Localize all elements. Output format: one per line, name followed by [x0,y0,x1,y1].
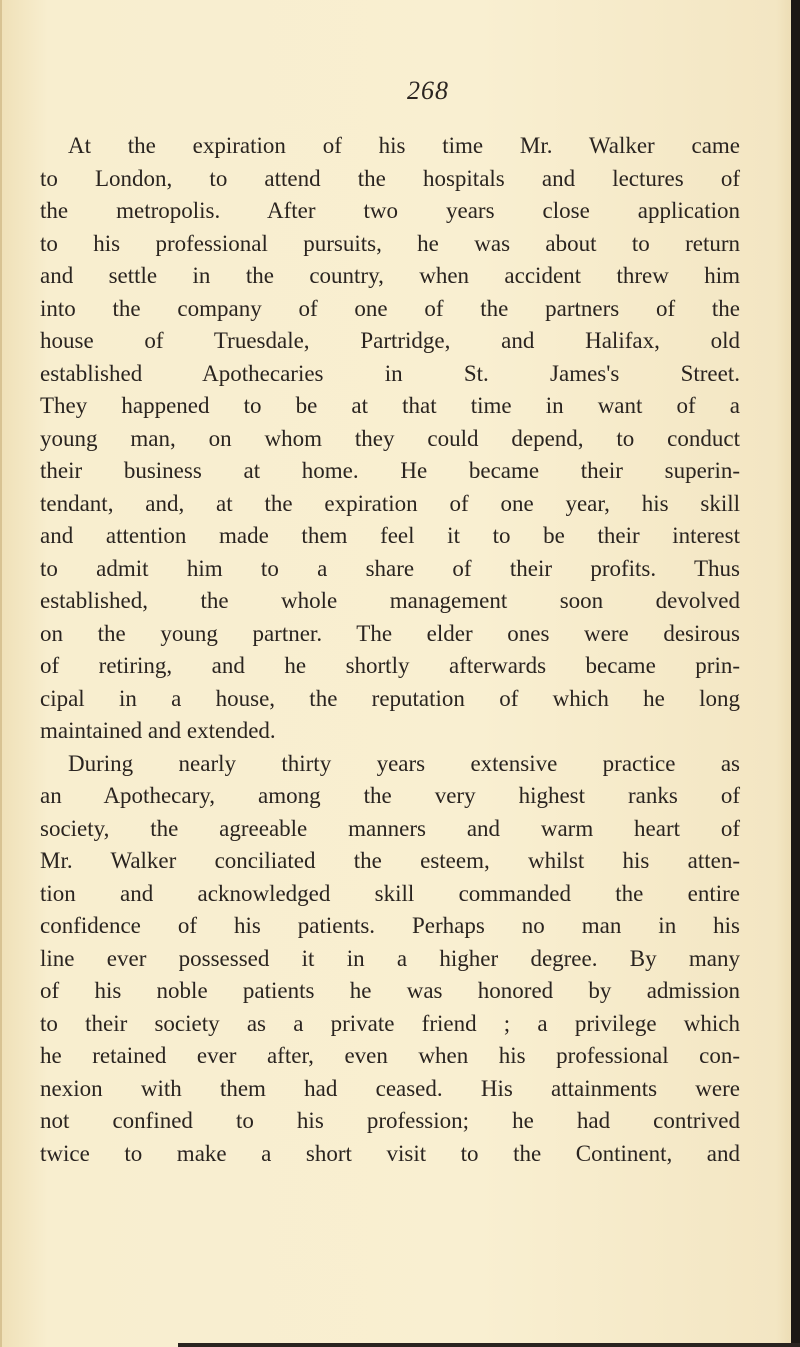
text-line: and attention made them feel it to be their interest [40,523,740,548]
text-line: not confined to his profession; he had contrived [40,1108,740,1133]
text-line: an Apothecary, among the very highest ranks of [40,783,740,808]
text-line: the metropolis. After two years close application [40,198,740,223]
text-line: Mr. Walker conciliated the esteem, whilst his atten- [40,848,740,873]
text-line: society, the agreeable manners and warm heart of [40,815,740,841]
text-line: cipal in a house, the reputation of which he long [40,685,740,711]
text-line: into the company of one of the partners of the [40,295,740,321]
text-line: established Apothecaries in St. James's Street. [40,360,740,386]
text-line: tion and acknowledged skill commanded the entire [40,880,740,906]
body-text [40,130,740,1170]
text-line: on the young partner. The elder ones were desirous [40,620,740,646]
text-line: maintained and extended. [40,718,276,743]
text-line: to his professional pursuits, he was about to return [40,230,740,256]
page-left-edge [0,0,2,1347]
text-line: They happened to be at that time in want of a [40,393,740,418]
text-line: to London, to attend the hospitals and lectures of [40,165,740,191]
text-line: confidence of his patients. Perhaps no man in his [40,913,740,938]
text-line: to admit him to a share of their profits. Thus [40,555,740,581]
text-line: During nearly thirty years extensive practice as [68,750,740,776]
text-line: of retiring, and he shortly afterwards became prin- [40,653,740,678]
text-line: and settle in the country, when accident threw him [40,263,740,288]
text-line: of his noble patients he was honored by admission [40,978,740,1003]
text-line: twice to make a short visit to the Continent, and [40,1140,740,1166]
text-line: line ever possessed it in a higher degree. By many [40,945,740,971]
page-number: 268 [407,76,449,105]
text-line: to their society as a private friend ; a privilege which [40,1010,740,1036]
text-line: tendant, and, at the expiration of one year, his skill [40,490,740,516]
text-line: young man, on whom they could depend, to conduct [40,425,740,451]
page-bottom-edge-shadow [178,1343,800,1347]
text-line: established, the whole management soon devolved [40,588,740,613]
text-line: At the expiration of his time Mr. Walker came [68,133,740,158]
page-right-edge-shadow [791,0,800,1347]
text-line: he retained ever after, even when his professional con- [40,1043,740,1068]
text-line: their business at home. He became their superin- [40,458,740,483]
text-line: house of Truesdale, Partridge, and Halifax, old [40,328,740,353]
text-line: nexion with them had ceased. His attainments were [40,1075,740,1101]
